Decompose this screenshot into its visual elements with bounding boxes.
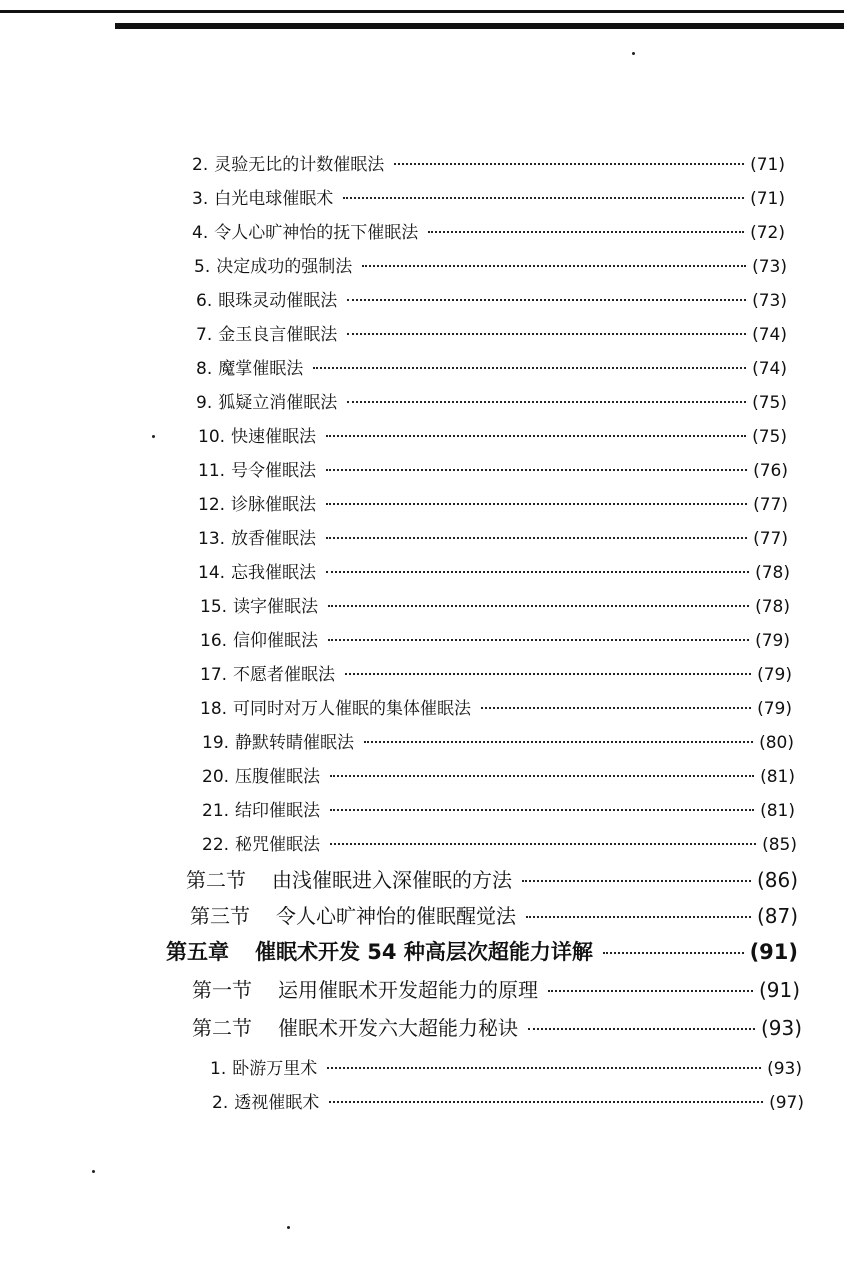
toc-entry-number: 第二节 — [186, 868, 246, 892]
toc-entry-page: (78) — [755, 597, 790, 617]
toc-entry-page: (91) — [749, 940, 798, 964]
leader-dots — [345, 673, 751, 675]
toc-entry-number: 5. — [194, 257, 211, 277]
toc-entry-number: 2. — [192, 155, 209, 175]
toc-entry-title: 秘咒催眠法 — [235, 835, 321, 855]
toc-entry-number: 2. — [212, 1093, 229, 1113]
toc-entry-title: 由浅催眠进入深催眠的方法 — [272, 868, 512, 892]
toc-entry-label — [192, 150, 384, 175]
toc-entry-label — [192, 1012, 518, 1041]
toc-entry-title: 令人心旷神怡的催眠醒觉法 — [276, 904, 516, 928]
toc-entry-title: 卧游万里术 — [232, 1059, 318, 1079]
toc-entry-page: (74) — [752, 325, 787, 345]
leader-dots — [343, 197, 744, 199]
toc-entry-page: (77) — [753, 529, 788, 549]
toc-entry-title: 催眠术开发六大超能力秘诀 — [278, 1016, 518, 1040]
leader-dots — [329, 1101, 763, 1103]
toc-entry-page: (71) — [750, 189, 785, 209]
leader-dots — [326, 537, 747, 539]
toc-entry-label — [202, 830, 320, 855]
toc-entry-page: (93) — [767, 1059, 802, 1079]
leader-dots — [364, 741, 753, 743]
toc-entry-title: 白光电球催眠术 — [214, 189, 334, 209]
toc-entry — [190, 900, 798, 930]
toc-entry — [198, 456, 788, 486]
toc-entry-number: 16. — [200, 631, 228, 651]
toc-entry — [198, 490, 788, 520]
leader-dots — [326, 435, 746, 437]
toc-entry-number: 第三节 — [190, 904, 250, 928]
toc-entry-page: (79) — [755, 631, 790, 651]
toc-entry — [202, 762, 795, 792]
toc-entry — [200, 694, 792, 724]
toc-entry — [198, 422, 787, 452]
leader-dots — [603, 952, 744, 954]
leader-dots — [326, 571, 749, 573]
toc-entry-page: (81) — [760, 767, 795, 787]
leader-dots — [548, 990, 753, 992]
toc-entry — [196, 320, 787, 350]
leader-dots — [330, 775, 754, 777]
toc-entry-number: 17. — [200, 665, 228, 685]
toc-entry-page: (75) — [752, 393, 787, 413]
leader-dots — [327, 1067, 761, 1069]
toc-entry-title: 信仰催眠法 — [233, 631, 319, 651]
toc-entry-page: (78) — [755, 563, 790, 583]
toc-entry-page: (79) — [757, 665, 792, 685]
leader-dots — [522, 880, 751, 882]
leader-dots — [328, 605, 749, 607]
toc-entry-number: 1. — [210, 1059, 227, 1079]
speck — [287, 1226, 290, 1229]
toc-entry-title: 眼珠灵动催眠法 — [218, 291, 338, 311]
leader-dots — [481, 707, 751, 709]
toc-entry — [186, 864, 798, 894]
header-rule — [115, 23, 844, 29]
toc-entry — [200, 592, 790, 622]
toc-entry-number: 第一节 — [192, 978, 252, 1002]
toc-entry-number: 10. — [198, 427, 226, 447]
toc-entry-label — [200, 694, 471, 719]
speck — [632, 52, 635, 55]
toc-entry — [196, 286, 787, 316]
toc-entry-label — [202, 762, 320, 787]
toc-entry-label — [166, 936, 593, 966]
toc-entry-title: 放香催眠法 — [231, 529, 317, 549]
toc-entry-label — [202, 728, 354, 753]
toc-entry-number: 6. — [196, 291, 213, 311]
toc-entry-number: 4. — [192, 223, 209, 243]
toc-entry-page: (87) — [756, 904, 798, 928]
toc-entry-number: 12. — [198, 495, 226, 515]
toc-entry-number: 11. — [198, 461, 226, 481]
toc-entry-number: 9. — [196, 393, 213, 413]
toc-entry-label — [194, 252, 352, 277]
toc-entry-title: 号令催眠法 — [231, 461, 317, 481]
toc-entry-title: 快速催眠法 — [231, 427, 317, 447]
toc-entry-page: (79) — [757, 699, 792, 719]
toc-entry-title: 不愿者催眠法 — [233, 665, 336, 685]
toc-entry — [202, 830, 797, 860]
toc-entry-page: (73) — [752, 291, 787, 311]
toc-entry-label — [192, 184, 333, 209]
toc-entry — [200, 660, 792, 690]
leader-dots — [428, 231, 744, 233]
toc-entry-title: 诊脉催眠法 — [231, 495, 317, 515]
toc-entry — [202, 728, 794, 758]
toc-entry-page: (76) — [753, 461, 788, 481]
toc-entry-page: (71) — [750, 155, 785, 175]
toc-entry-label — [202, 796, 320, 821]
toc-entry-title: 金玉良言催眠法 — [218, 325, 338, 345]
toc-entry-title: 静默转睛催眠法 — [235, 733, 355, 753]
toc-entry-label — [186, 864, 512, 893]
toc-entry-page: (81) — [760, 801, 795, 821]
toc-entry-label — [198, 456, 316, 481]
toc-entry-title: 决定成功的强制法 — [216, 257, 353, 277]
toc-entry-label — [212, 1088, 319, 1113]
toc-entry-number: 19. — [202, 733, 230, 753]
toc-entry-page: (77) — [753, 495, 788, 515]
toc-entry-number: 8. — [196, 359, 213, 379]
leader-dots — [394, 163, 744, 165]
toc-entry-number: 15. — [200, 597, 228, 617]
toc-entry-number: 13. — [198, 529, 226, 549]
toc-entry-label — [192, 218, 418, 243]
toc-entry-label — [200, 592, 318, 617]
toc-entry-title: 运用催眠术开发超能力的原理 — [278, 978, 538, 1002]
toc-entry — [198, 524, 788, 554]
toc-entry — [192, 218, 785, 248]
leader-dots — [328, 639, 749, 641]
toc-entry-title: 催眠术开发 54 种高层次超能力详解 — [255, 940, 593, 964]
toc-entry-title: 令人心旷神怡的抚下催眠法 — [214, 223, 419, 243]
toc-entry-label — [192, 974, 538, 1003]
toc-entry-label — [196, 354, 303, 379]
toc-entry-number: 21. — [202, 801, 230, 821]
toc-entry-number: 22. — [202, 835, 230, 855]
toc-entry-number: 18. — [200, 699, 228, 719]
toc-entry-page: (72) — [750, 223, 785, 243]
toc-entry-label — [200, 626, 318, 651]
toc-entry-page: (74) — [752, 359, 787, 379]
toc-entry-page: (73) — [752, 257, 787, 277]
toc-entry-page: (75) — [752, 427, 787, 447]
speck — [152, 435, 155, 438]
leader-dots — [330, 843, 756, 845]
toc-entry-title: 灵验无比的计数催眠法 — [214, 155, 385, 175]
toc-entry — [196, 388, 787, 418]
toc-entry-page: (91) — [758, 978, 800, 1002]
toc-entry-number: 第五章 — [166, 940, 229, 964]
toc-entry-title: 魔掌催眠法 — [218, 359, 304, 379]
toc-entry — [212, 1088, 804, 1118]
leader-dots — [326, 469, 747, 471]
toc-entry-label — [198, 558, 316, 583]
toc-entry-title: 读字催眠法 — [233, 597, 319, 617]
toc-entry-label — [198, 524, 316, 549]
toc-entry-label — [210, 1054, 317, 1079]
toc-entry-page: (86) — [756, 868, 798, 892]
toc-entry-page: (97) — [769, 1093, 804, 1113]
toc-entry-number: 3. — [192, 189, 209, 209]
toc-entry-label — [196, 286, 337, 311]
toc-entry-label — [196, 320, 337, 345]
toc-entry — [192, 150, 785, 180]
toc-entry — [192, 184, 785, 214]
leader-dots — [330, 809, 754, 811]
toc-entry — [192, 974, 800, 1004]
toc-entry-page: (85) — [762, 835, 797, 855]
toc-entry — [194, 252, 787, 282]
toc-entry-number: 20. — [202, 767, 230, 787]
leader-dots — [526, 916, 751, 918]
toc-entry-label — [198, 490, 316, 515]
toc-entry-title: 狐疑立消催眠法 — [218, 393, 338, 413]
toc-entry-number: 第二节 — [192, 1016, 252, 1040]
toc-entry-title: 忘我催眠法 — [231, 563, 317, 583]
toc-entry — [200, 626, 790, 656]
toc-entry — [166, 936, 798, 966]
toc-entry-label — [198, 422, 316, 447]
toc-entry — [198, 558, 790, 588]
toc-entry-number: 14. — [198, 563, 226, 583]
toc-entry-page: (93) — [760, 1016, 802, 1040]
toc-entry — [202, 796, 795, 826]
toc-entry-label — [200, 660, 335, 685]
leader-dots — [313, 367, 746, 369]
toc-entry-label — [196, 388, 337, 413]
leader-dots — [347, 333, 746, 335]
top-rule — [0, 10, 844, 13]
toc-entry — [210, 1054, 802, 1084]
toc-entry — [196, 354, 787, 384]
leader-dots — [347, 401, 746, 403]
toc-entry-title: 结印催眠法 — [235, 801, 321, 821]
speck — [92, 1170, 95, 1173]
toc-entry-title: 透视催眠术 — [234, 1093, 320, 1113]
toc-entry-label — [190, 900, 516, 929]
leader-dots — [528, 1028, 755, 1030]
toc-entry-page: (80) — [759, 733, 794, 753]
toc-entry — [192, 1012, 802, 1042]
leader-dots — [362, 265, 746, 267]
leader-dots — [347, 299, 746, 301]
leader-dots — [326, 503, 747, 505]
toc-entry-title: 可同时对万人催眠的集体催眠法 — [233, 699, 472, 719]
toc-entry-title: 压腹催眠法 — [235, 767, 321, 787]
toc-entry-number: 7. — [196, 325, 213, 345]
